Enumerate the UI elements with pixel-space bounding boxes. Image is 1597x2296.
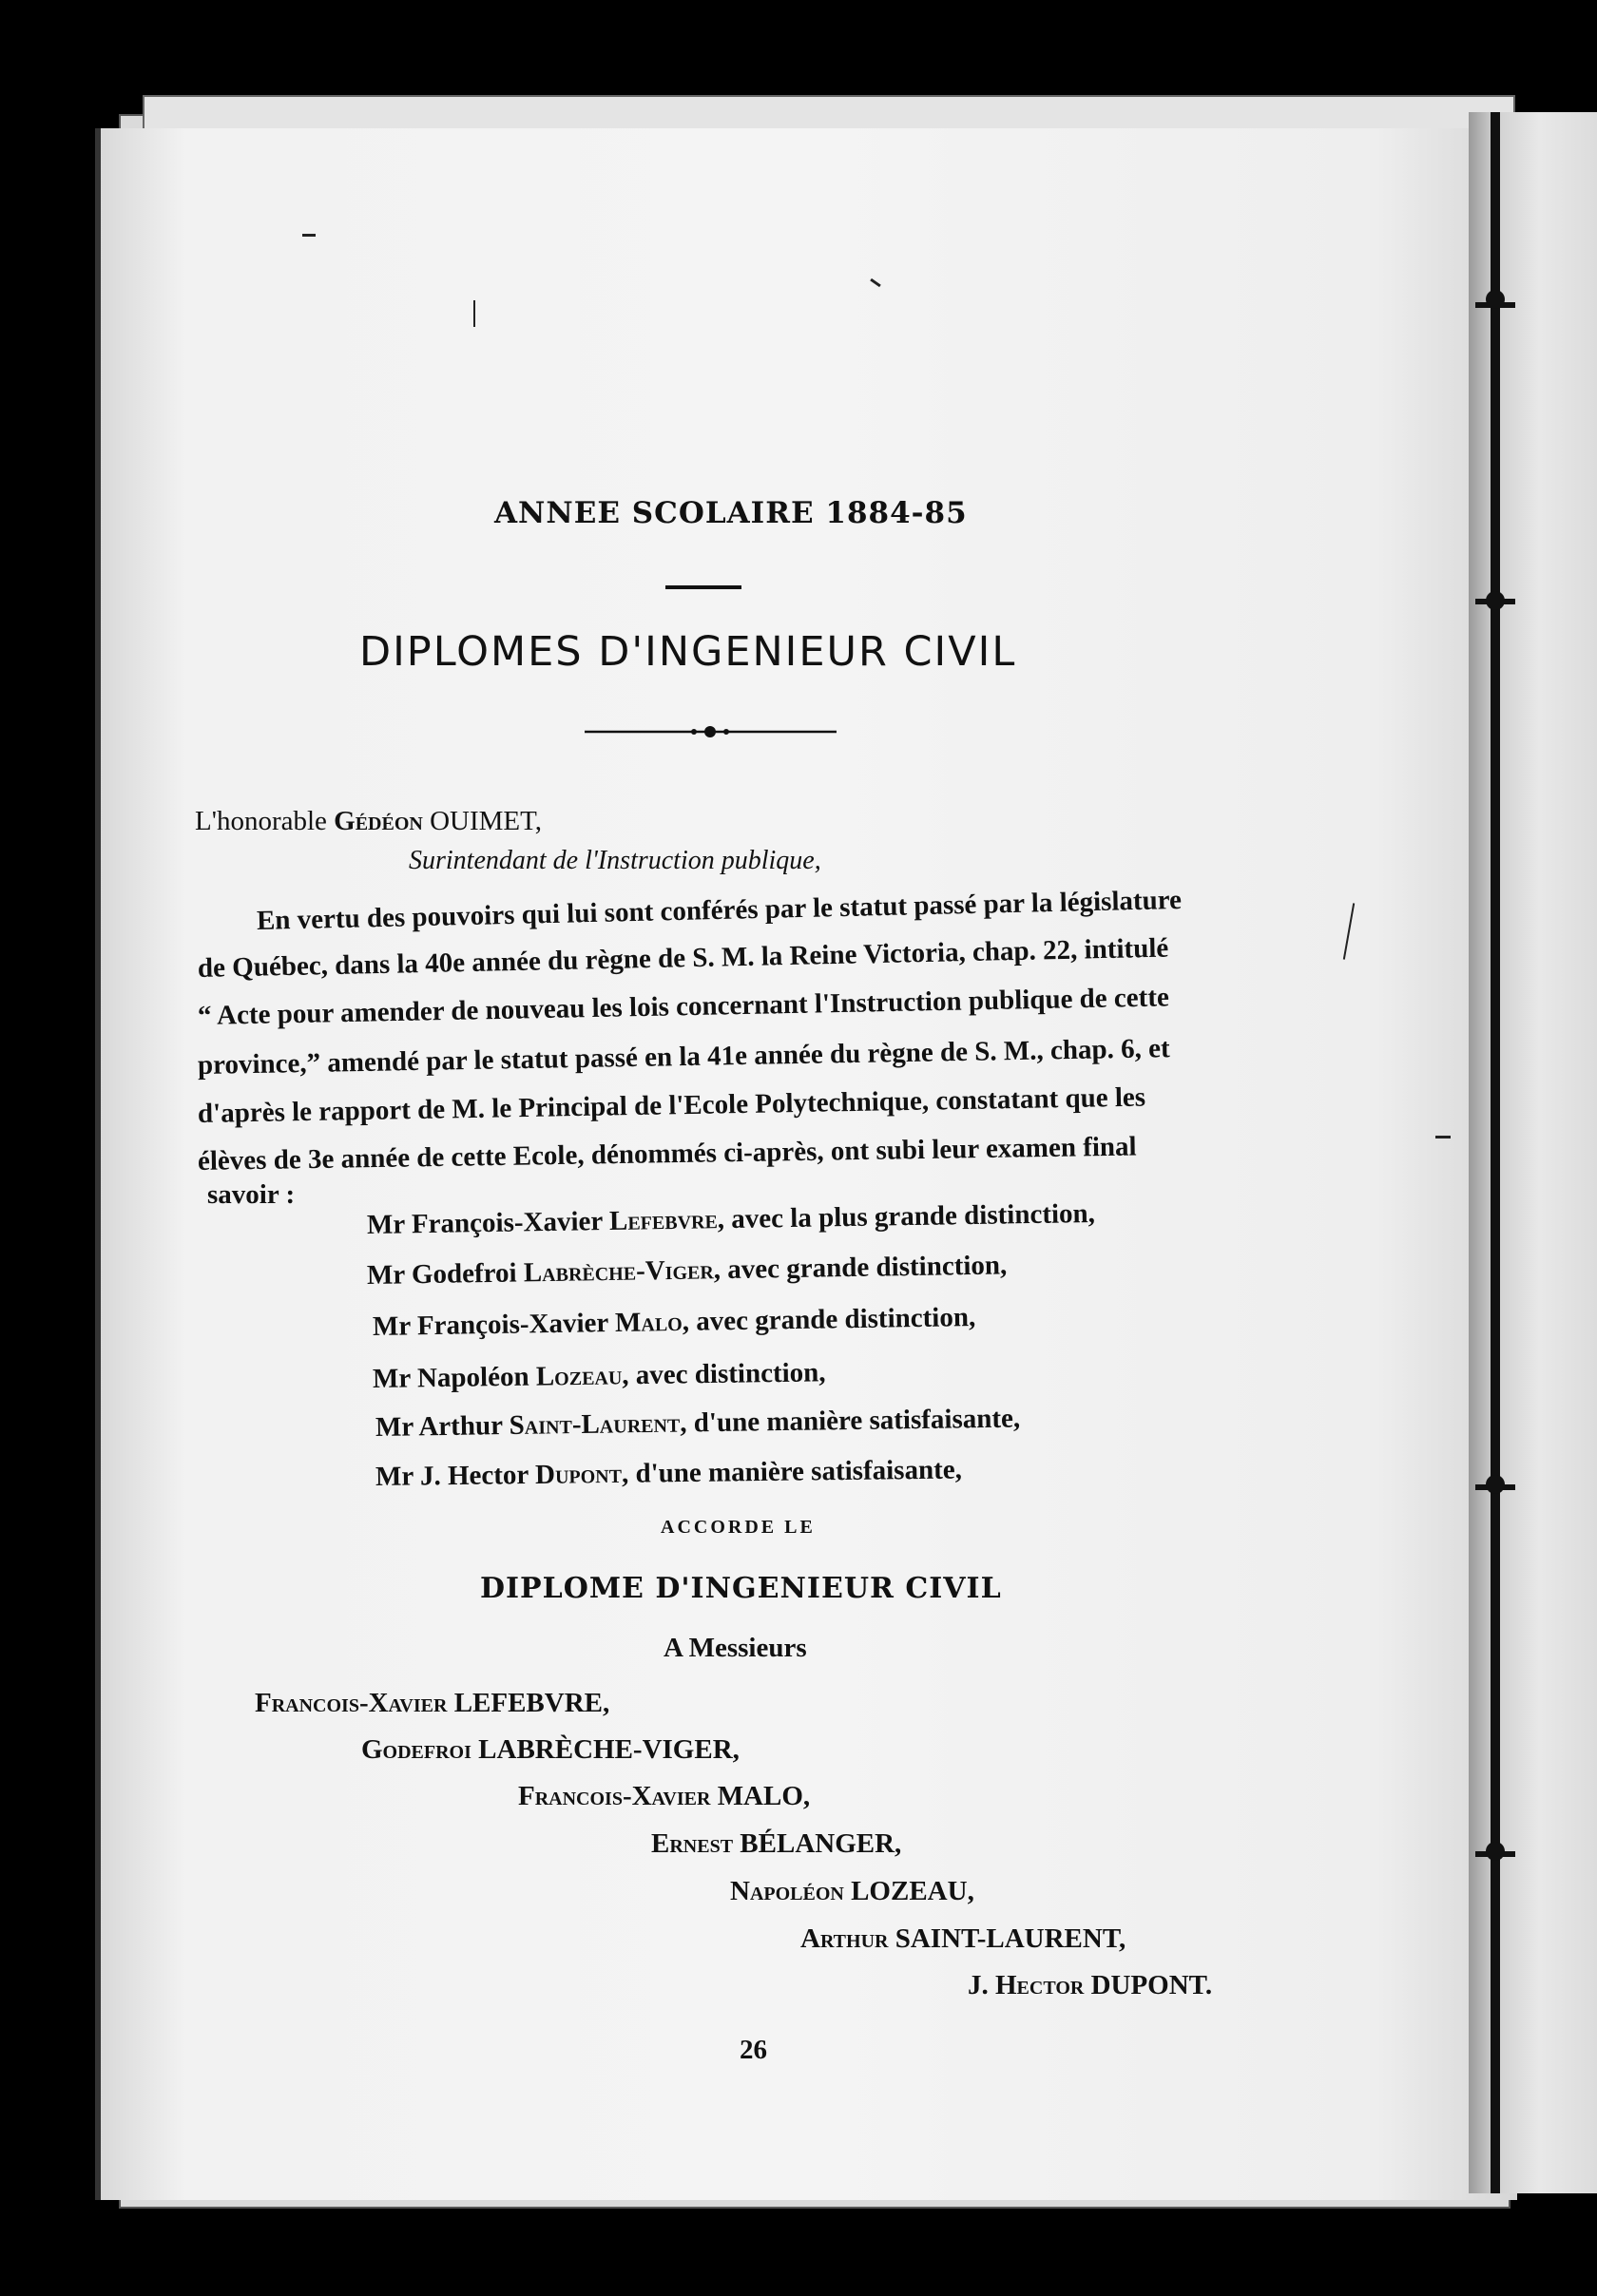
graduate-name bbox=[651, 1830, 901, 1858]
recipient-line bbox=[373, 1359, 826, 1393]
binding-knot bbox=[1486, 591, 1505, 610]
recipient-surname: Lefebvre bbox=[608, 1204, 719, 1236]
graduate-name bbox=[800, 1925, 1126, 1953]
heading-rule bbox=[665, 585, 741, 589]
graduate-last-name: LEFEBVRE, bbox=[447, 1688, 610, 1718]
recipient-prefix: Mr J. Hector bbox=[375, 1459, 536, 1492]
messieurs-heading: A Messieurs bbox=[664, 1633, 807, 1663]
addressee-first-name: Gédéon bbox=[334, 806, 423, 836]
page-title: DIPLOMES D'INGENIEUR CIVIL bbox=[359, 628, 1017, 676]
ornament-divider bbox=[585, 724, 837, 739]
graduate-last-name: BÉLANGER, bbox=[733, 1828, 902, 1859]
paragraph-line: En vertu des pouvoirs qui lui sont conférés par le statut passé par la législature bbox=[256, 884, 1183, 936]
graduate-first-name: Francois-Xavier bbox=[255, 1688, 448, 1718]
speckle bbox=[1435, 1136, 1451, 1138]
recipient-surname: Labrèche-Viger bbox=[523, 1254, 715, 1289]
graduate-first-name: Francois-Xavier bbox=[518, 1781, 711, 1811]
recipient-distinction: , avec grande distinction, bbox=[713, 1250, 1008, 1286]
recipient-distinction: , d'une manière satisfaisante, bbox=[680, 1403, 1021, 1439]
recipient-surname: Lozeau bbox=[535, 1360, 623, 1392]
graduate-name bbox=[968, 1972, 1212, 1999]
recipient-prefix: Mr Arthur bbox=[375, 1410, 510, 1443]
paragraph-line: savoir : bbox=[207, 1179, 296, 1210]
recipient-surname: Dupont bbox=[534, 1458, 623, 1490]
graduate-name bbox=[361, 1736, 740, 1764]
graduate-name bbox=[518, 1783, 810, 1810]
addressee-prefix: L'honorable bbox=[195, 806, 335, 836]
recipient-surname: Saint-Laurent bbox=[509, 1407, 681, 1442]
recipient-surname: Malo bbox=[614, 1306, 683, 1338]
graduate-name bbox=[255, 1690, 609, 1717]
binding-knot bbox=[1486, 1842, 1505, 1861]
graduate-first-name: J. Hector bbox=[968, 1970, 1085, 2000]
paragraph-line: “ Acte pour amender de nouveau les lois concernant l'Instruction publique de cette bbox=[197, 982, 1170, 1031]
paragraph-line: d'après le rapport de M. le Principal de l'Ecole Polytechnique, constatant que les bbox=[197, 1081, 1146, 1129]
recipient-distinction: , avec la plus grande distinction, bbox=[717, 1197, 1096, 1235]
recipient-prefix: Mr François-Xavier bbox=[366, 1205, 610, 1240]
graduate-name bbox=[730, 1878, 974, 1905]
page-number: 26 bbox=[740, 2035, 767, 2065]
graduate-first-name: Ernest bbox=[651, 1828, 734, 1859]
year-heading: ANNEE SCOLAIRE 1884-85 bbox=[494, 496, 968, 530]
accorde-heading: ACCORDE LE bbox=[661, 1517, 816, 1538]
binding-thread bbox=[1491, 112, 1500, 2193]
graduate-first-name: Arthur bbox=[800, 1923, 889, 1954]
graduate-last-name: SAINT-LAURENT, bbox=[888, 1923, 1126, 1954]
paragraph-line: province,” amendé par le statut passé en la 41e année du règne de S. M., chap. 6, et bbox=[197, 1033, 1170, 1081]
recipient-distinction: , avec grande distinction, bbox=[682, 1302, 976, 1337]
recipient-prefix: Mr Napoléon bbox=[372, 1361, 537, 1394]
binding-knot bbox=[1486, 1475, 1505, 1494]
graduate-first-name: Napoléon bbox=[730, 1876, 844, 1906]
recipient-distinction: , d'une manière satisfaisante, bbox=[621, 1454, 963, 1489]
recipient-prefix: Mr Godefroi bbox=[366, 1257, 525, 1291]
addressee-last-name: OUIMET, bbox=[422, 806, 542, 836]
facing-page-edge bbox=[1469, 112, 1597, 2193]
recipient-prefix: Mr François-Xavier bbox=[372, 1307, 616, 1342]
addressee-line bbox=[195, 808, 542, 835]
graduate-first-name: Godefroi bbox=[361, 1734, 471, 1765]
speckle bbox=[302, 234, 316, 237]
addressee-title: Surintendant de l'Instruction publique, bbox=[409, 846, 821, 875]
binding-knot bbox=[1486, 290, 1505, 309]
recipient-line bbox=[375, 1456, 962, 1491]
diploma-title: DIPLOME D'INGENIEUR CIVIL bbox=[480, 1572, 1002, 1605]
graduate-last-name: DUPONT. bbox=[1084, 1970, 1213, 2000]
paragraph-line: élèves de 3e année de cette Ecole, dénommés ci-après, ont subi leur examen final bbox=[197, 1131, 1137, 1177]
graduate-last-name: MALO, bbox=[710, 1781, 811, 1811]
paragraph-line: de Québec, dans la 40e année du règne de S. M. la Reine Victoria, chap. 22, intitulé bbox=[197, 932, 1169, 984]
speckle bbox=[473, 300, 475, 327]
graduate-last-name: LABRÈCHE-VIGER, bbox=[471, 1734, 740, 1765]
graduate-last-name: LOZEAU, bbox=[843, 1876, 974, 1906]
recipient-distinction: , avec distinction, bbox=[622, 1357, 826, 1391]
